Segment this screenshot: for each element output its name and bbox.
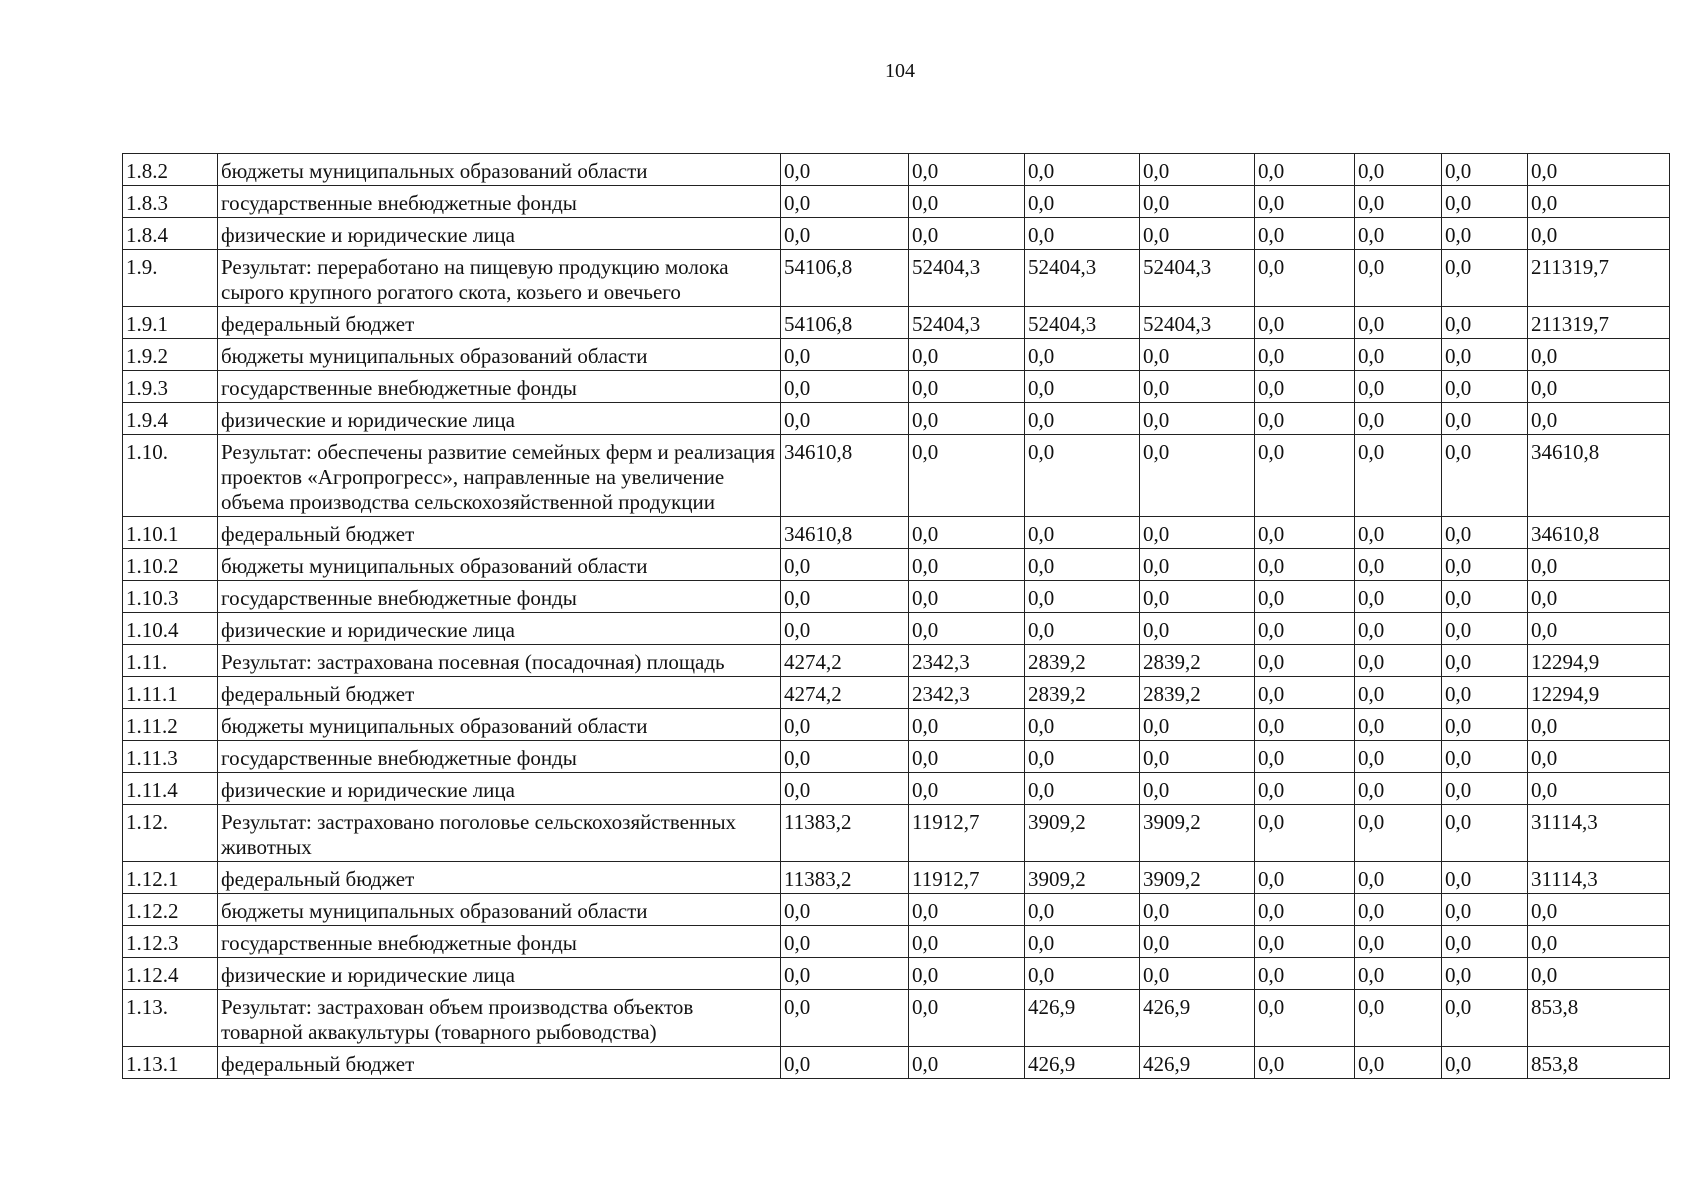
page-number: 104 (885, 60, 915, 82)
value-cell: 0,0 (1255, 990, 1355, 1047)
value-cell: 0,0 (1528, 709, 1670, 741)
value-cell: 0,0 (1355, 773, 1442, 805)
value-cell: 0,0 (909, 339, 1025, 371)
value-cell: 0,0 (1255, 709, 1355, 741)
value-cell: 0,0 (1528, 186, 1670, 218)
row-description: физические и юридические лица (218, 403, 781, 435)
table-row (123, 403, 1670, 435)
value-cell: 211319,7 (1528, 250, 1670, 307)
value-cell: 0,0 (909, 186, 1025, 218)
value-cell: 0,0 (781, 549, 909, 581)
value-cell: 0,0 (909, 773, 1025, 805)
row-description: Результат: застрахована посевная (посадочная) площадь (218, 645, 781, 677)
row-code: 1.8.4 (123, 218, 218, 250)
value-cell: 11383,2 (781, 862, 909, 894)
value-cell: 0,0 (1528, 613, 1670, 645)
value-cell: 0,0 (1442, 645, 1528, 677)
value-cell: 34610,8 (1528, 435, 1670, 517)
value-cell: 0,0 (1355, 677, 1442, 709)
row-code: 1.13.1 (123, 1047, 218, 1079)
row-code: 1.12. (123, 805, 218, 862)
table-row (123, 805, 1670, 862)
table-row (123, 926, 1670, 958)
row-code: 1.11.4 (123, 773, 218, 805)
value-cell: 0,0 (1140, 218, 1255, 250)
value-cell: 0,0 (1355, 154, 1442, 186)
row-description: физические и юридические лица (218, 613, 781, 645)
value-cell: 0,0 (1442, 805, 1528, 862)
value-cell: 0,0 (909, 926, 1025, 958)
value-cell: 0,0 (1255, 371, 1355, 403)
value-cell: 0,0 (1140, 154, 1255, 186)
table-row (123, 581, 1670, 613)
value-cell: 0,0 (909, 371, 1025, 403)
value-cell: 0,0 (1025, 435, 1140, 517)
value-cell: 0,0 (1528, 894, 1670, 926)
value-cell: 0,0 (1442, 709, 1528, 741)
value-cell: 0,0 (1255, 613, 1355, 645)
row-description: федеральный бюджет (218, 307, 781, 339)
row-code: 1.8.3 (123, 186, 218, 218)
value-cell: 0,0 (1355, 645, 1442, 677)
row-code: 1.10. (123, 435, 218, 517)
value-cell: 0,0 (1025, 773, 1140, 805)
row-code: 1.11.1 (123, 677, 218, 709)
value-cell: 0,0 (1255, 154, 1355, 186)
value-cell: 0,0 (1355, 581, 1442, 613)
value-cell: 0,0 (1528, 741, 1670, 773)
row-code: 1.12.2 (123, 894, 218, 926)
value-cell: 54106,8 (781, 250, 909, 307)
table-row (123, 862, 1670, 894)
value-cell: 52404,3 (1140, 307, 1255, 339)
value-cell: 0,0 (1442, 958, 1528, 990)
value-cell: 0,0 (1255, 773, 1355, 805)
table-row (123, 339, 1670, 371)
value-cell: 0,0 (1140, 709, 1255, 741)
value-cell: 0,0 (781, 613, 909, 645)
value-cell: 0,0 (1255, 581, 1355, 613)
value-cell: 12294,9 (1528, 645, 1670, 677)
row-description: бюджеты муниципальных образований области (218, 154, 781, 186)
value-cell: 34610,8 (1528, 517, 1670, 549)
row-description: бюджеты муниципальных образований области (218, 894, 781, 926)
value-cell: 4274,2 (781, 645, 909, 677)
value-cell: 0,0 (1140, 186, 1255, 218)
row-code: 1.9. (123, 250, 218, 307)
value-cell: 0,0 (781, 581, 909, 613)
value-cell: 0,0 (1355, 371, 1442, 403)
value-cell: 0,0 (1140, 581, 1255, 613)
value-cell: 0,0 (1442, 435, 1528, 517)
value-cell: 0,0 (1140, 741, 1255, 773)
value-cell: 0,0 (909, 613, 1025, 645)
value-cell: 0,0 (1442, 894, 1528, 926)
value-cell: 0,0 (1255, 958, 1355, 990)
table-row (123, 154, 1670, 186)
table-row (123, 773, 1670, 805)
value-cell: 0,0 (781, 709, 909, 741)
table-row (123, 645, 1670, 677)
value-cell: 0,0 (1355, 307, 1442, 339)
value-cell: 0,0 (909, 581, 1025, 613)
value-cell: 0,0 (1355, 186, 1442, 218)
value-cell: 426,9 (1025, 1047, 1140, 1079)
value-cell: 0,0 (909, 403, 1025, 435)
table-row (123, 709, 1670, 741)
value-cell: 0,0 (909, 958, 1025, 990)
value-cell: 0,0 (1025, 186, 1140, 218)
value-cell: 853,8 (1528, 990, 1670, 1047)
value-cell: 0,0 (781, 990, 909, 1047)
value-cell: 0,0 (909, 1047, 1025, 1079)
value-cell: 0,0 (1140, 958, 1255, 990)
row-code: 1.12.1 (123, 862, 218, 894)
table-row (123, 250, 1670, 307)
value-cell: 0,0 (1442, 307, 1528, 339)
value-cell: 0,0 (781, 371, 909, 403)
value-cell: 0,0 (781, 339, 909, 371)
value-cell: 0,0 (1255, 339, 1355, 371)
value-cell: 0,0 (1025, 613, 1140, 645)
value-cell: 853,8 (1528, 1047, 1670, 1079)
value-cell: 0,0 (1255, 250, 1355, 307)
value-cell: 0,0 (1025, 371, 1140, 403)
value-cell: 4274,2 (781, 677, 909, 709)
row-description: федеральный бюджет (218, 1047, 781, 1079)
value-cell: 0,0 (1140, 339, 1255, 371)
value-cell: 2839,2 (1140, 677, 1255, 709)
value-cell: 0,0 (1442, 218, 1528, 250)
row-description: бюджеты муниципальных образований области (218, 549, 781, 581)
value-cell: 0,0 (1442, 862, 1528, 894)
value-cell: 0,0 (1025, 741, 1140, 773)
value-cell: 0,0 (1255, 517, 1355, 549)
value-cell: 0,0 (781, 218, 909, 250)
value-cell: 2342,3 (909, 645, 1025, 677)
value-cell: 0,0 (1025, 218, 1140, 250)
row-code: 1.10.4 (123, 613, 218, 645)
value-cell: 0,0 (1255, 645, 1355, 677)
value-cell: 426,9 (1140, 1047, 1255, 1079)
value-cell: 3909,2 (1140, 862, 1255, 894)
value-cell: 0,0 (1140, 894, 1255, 926)
row-description: бюджеты муниципальных образований области (218, 709, 781, 741)
row-code: 1.11. (123, 645, 218, 677)
value-cell: 0,0 (1528, 218, 1670, 250)
value-cell: 0,0 (1355, 403, 1442, 435)
row-code: 1.10.1 (123, 517, 218, 549)
row-code: 1.9.4 (123, 403, 218, 435)
table-row (123, 958, 1670, 990)
value-cell: 0,0 (1442, 517, 1528, 549)
value-cell: 0,0 (1025, 154, 1140, 186)
row-code: 1.12.4 (123, 958, 218, 990)
value-cell: 0,0 (1355, 894, 1442, 926)
value-cell: 0,0 (1355, 990, 1442, 1047)
value-cell: 0,0 (1355, 613, 1442, 645)
value-cell: 0,0 (1442, 371, 1528, 403)
table-row (123, 741, 1670, 773)
value-cell: 31114,3 (1528, 862, 1670, 894)
row-code: 1.13. (123, 990, 218, 1047)
row-code: 1.9.2 (123, 339, 218, 371)
value-cell: 52404,3 (1025, 250, 1140, 307)
row-description: Результат: застраховано поголовье сельскохозяйственных животных (218, 805, 781, 862)
value-cell: 0,0 (1025, 709, 1140, 741)
value-cell: 0,0 (1355, 709, 1442, 741)
value-cell: 0,0 (1255, 403, 1355, 435)
value-cell: 3909,2 (1025, 862, 1140, 894)
value-cell: 0,0 (1140, 435, 1255, 517)
value-cell: 0,0 (1255, 926, 1355, 958)
value-cell: 0,0 (1528, 403, 1670, 435)
value-cell: 0,0 (1442, 154, 1528, 186)
row-code: 1.10.2 (123, 549, 218, 581)
table-body (123, 154, 1670, 1079)
value-cell: 0,0 (1355, 549, 1442, 581)
value-cell: 0,0 (1442, 1047, 1528, 1079)
value-cell: 0,0 (1255, 741, 1355, 773)
value-cell: 426,9 (1025, 990, 1140, 1047)
row-description: Результат: переработано на пищевую продукцию молока сырого крупного рогатого скота, козьего и овечьего (218, 250, 781, 307)
value-cell: 52404,3 (1025, 307, 1140, 339)
value-cell: 0,0 (1025, 581, 1140, 613)
value-cell: 0,0 (1355, 805, 1442, 862)
value-cell: 2839,2 (1140, 645, 1255, 677)
value-cell: 0,0 (909, 549, 1025, 581)
row-description: государственные внебюджетные фонды (218, 371, 781, 403)
value-cell: 12294,9 (1528, 677, 1670, 709)
row-description: физические и юридические лица (218, 773, 781, 805)
value-cell: 0,0 (781, 186, 909, 218)
table-row (123, 371, 1670, 403)
value-cell: 0,0 (1528, 958, 1670, 990)
budget-table (122, 153, 1670, 1079)
value-cell: 211319,7 (1528, 307, 1670, 339)
value-cell: 0,0 (1140, 549, 1255, 581)
value-cell: 0,0 (909, 894, 1025, 926)
table-row (123, 517, 1670, 549)
value-cell: 0,0 (1025, 549, 1140, 581)
row-description: федеральный бюджет (218, 517, 781, 549)
value-cell: 0,0 (781, 926, 909, 958)
row-description: государственные внебюджетные фонды (218, 741, 781, 773)
value-cell: 0,0 (1442, 773, 1528, 805)
value-cell: 0,0 (1528, 773, 1670, 805)
row-description: федеральный бюджет (218, 862, 781, 894)
value-cell: 0,0 (1442, 741, 1528, 773)
value-cell: 0,0 (1442, 186, 1528, 218)
row-code: 1.12.3 (123, 926, 218, 958)
value-cell: 0,0 (781, 741, 909, 773)
value-cell: 0,0 (1255, 218, 1355, 250)
value-cell: 0,0 (781, 403, 909, 435)
value-cell: 0,0 (1255, 435, 1355, 517)
value-cell: 0,0 (1528, 926, 1670, 958)
value-cell: 54106,8 (781, 307, 909, 339)
value-cell: 0,0 (1255, 677, 1355, 709)
row-code: 1.11.3 (123, 741, 218, 773)
value-cell: 0,0 (1355, 741, 1442, 773)
table-row (123, 894, 1670, 926)
value-cell: 0,0 (1355, 517, 1442, 549)
row-description: физические и юридические лица (218, 958, 781, 990)
value-cell: 0,0 (909, 218, 1025, 250)
table-row (123, 307, 1670, 339)
row-description: Результат: застрахован объем производства объектов товарной аквакультуры (товарного рыбоводства) (218, 990, 781, 1047)
value-cell: 0,0 (1528, 339, 1670, 371)
value-cell: 52404,3 (909, 307, 1025, 339)
row-code: 1.9.3 (123, 371, 218, 403)
row-code: 1.9.1 (123, 307, 218, 339)
value-cell: 0,0 (1140, 613, 1255, 645)
value-cell: 0,0 (1355, 926, 1442, 958)
row-description: Результат: обеспечены развитие семейных ферм и реализация проектов «Агропрогресс», направленные на увеличение объема производства сельскохозяйственной продукции (218, 435, 781, 517)
row-code: 1.11.2 (123, 709, 218, 741)
value-cell: 0,0 (1355, 435, 1442, 517)
value-cell: 52404,3 (909, 250, 1025, 307)
value-cell: 3909,2 (1025, 805, 1140, 862)
value-cell: 0,0 (1140, 926, 1255, 958)
table-row (123, 218, 1670, 250)
value-cell: 0,0 (1355, 958, 1442, 990)
row-description: государственные внебюджетные фонды (218, 581, 781, 613)
value-cell: 0,0 (1528, 549, 1670, 581)
table-row (123, 613, 1670, 645)
table-row (123, 1047, 1670, 1079)
table-row (123, 990, 1670, 1047)
value-cell: 0,0 (909, 517, 1025, 549)
row-code: 1.8.2 (123, 154, 218, 186)
value-cell: 0,0 (1442, 250, 1528, 307)
value-cell: 0,0 (1255, 805, 1355, 862)
value-cell: 0,0 (781, 958, 909, 990)
value-cell: 31114,3 (1528, 805, 1670, 862)
table-row (123, 677, 1670, 709)
value-cell: 3909,2 (1140, 805, 1255, 862)
value-cell: 0,0 (1442, 677, 1528, 709)
value-cell: 0,0 (1140, 371, 1255, 403)
value-cell: 0,0 (1355, 862, 1442, 894)
value-cell: 0,0 (1528, 154, 1670, 186)
value-cell: 11912,7 (909, 805, 1025, 862)
table-row (123, 549, 1670, 581)
table-row (123, 435, 1670, 517)
table-row (123, 186, 1670, 218)
value-cell: 0,0 (1140, 517, 1255, 549)
value-cell: 0,0 (1442, 581, 1528, 613)
value-cell: 0,0 (1025, 894, 1140, 926)
value-cell: 11383,2 (781, 805, 909, 862)
value-cell: 34610,8 (781, 435, 909, 517)
value-cell: 0,0 (1355, 218, 1442, 250)
value-cell: 0,0 (1255, 862, 1355, 894)
value-cell: 52404,3 (1140, 250, 1255, 307)
value-cell: 0,0 (1442, 549, 1528, 581)
value-cell: 0,0 (909, 435, 1025, 517)
value-cell: 0,0 (909, 709, 1025, 741)
value-cell: 0,0 (781, 1047, 909, 1079)
value-cell: 0,0 (909, 990, 1025, 1047)
value-cell: 2839,2 (1025, 677, 1140, 709)
value-cell: 0,0 (1528, 581, 1670, 613)
value-cell: 0,0 (909, 154, 1025, 186)
value-cell: 0,0 (1255, 186, 1355, 218)
value-cell: 2342,3 (909, 677, 1025, 709)
value-cell: 0,0 (781, 894, 909, 926)
value-cell: 11912,7 (909, 862, 1025, 894)
value-cell: 0,0 (1528, 371, 1670, 403)
value-cell: 0,0 (1025, 517, 1140, 549)
row-code: 1.10.3 (123, 581, 218, 613)
value-cell: 0,0 (1255, 307, 1355, 339)
value-cell: 0,0 (1355, 250, 1442, 307)
value-cell: 0,0 (1025, 958, 1140, 990)
value-cell: 2839,2 (1025, 645, 1140, 677)
value-cell: 0,0 (1140, 773, 1255, 805)
value-cell: 0,0 (1025, 926, 1140, 958)
value-cell: 0,0 (1442, 990, 1528, 1047)
row-description: федеральный бюджет (218, 677, 781, 709)
value-cell: 0,0 (1442, 926, 1528, 958)
value-cell: 0,0 (1140, 403, 1255, 435)
row-description: государственные внебюджетные фонды (218, 926, 781, 958)
value-cell: 0,0 (1442, 613, 1528, 645)
value-cell: 0,0 (1442, 403, 1528, 435)
value-cell: 0,0 (1255, 549, 1355, 581)
value-cell: 0,0 (909, 741, 1025, 773)
value-cell: 0,0 (1025, 339, 1140, 371)
value-cell: 0,0 (1355, 339, 1442, 371)
value-cell: 34610,8 (781, 517, 909, 549)
value-cell: 0,0 (1255, 1047, 1355, 1079)
row-description: бюджеты муниципальных образований области (218, 339, 781, 371)
row-description: физические и юридические лица (218, 218, 781, 250)
value-cell: 0,0 (1025, 403, 1140, 435)
value-cell: 0,0 (1255, 894, 1355, 926)
value-cell: 0,0 (781, 773, 909, 805)
row-description: государственные внебюджетные фонды (218, 186, 781, 218)
value-cell: 0,0 (1355, 1047, 1442, 1079)
value-cell: 0,0 (1442, 339, 1528, 371)
value-cell: 426,9 (1140, 990, 1255, 1047)
value-cell: 0,0 (781, 154, 909, 186)
